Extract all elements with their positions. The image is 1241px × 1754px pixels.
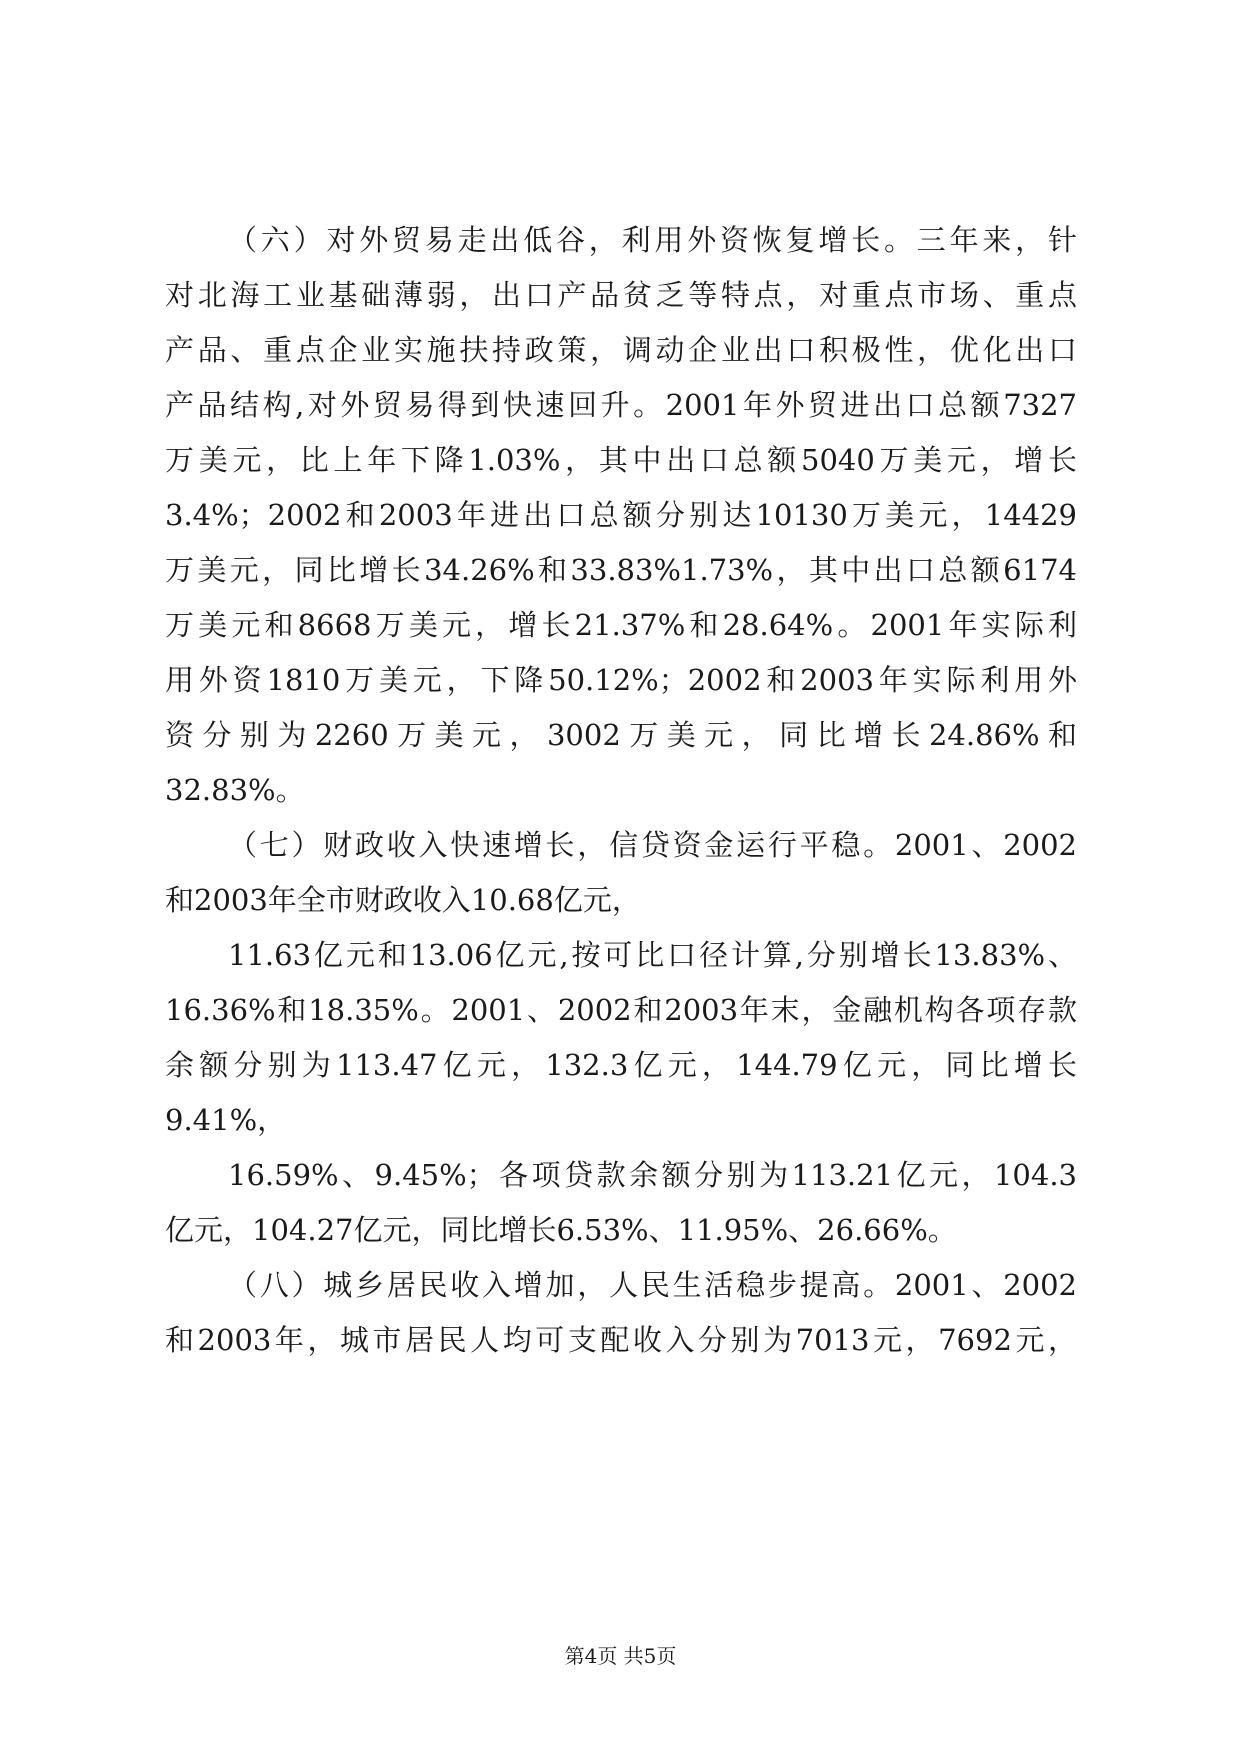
paragraph-line: 对北海工业基础薄弱，出口产品贫乏等特点，对重点市场、重点 [165,278,1077,312]
paragraph-line: （六）对外贸易走出低谷，利用外资恢复增长。三年来，针 [228,223,1077,257]
paragraph-line: 万美元，同比增长34.26%和33.83%1.73%，其中出口总额6174 [165,553,1077,587]
page-number-footer: 第4页 共5页 [564,1644,677,1668]
paragraph-line: 产品结构,对外贸易得到快速回升。2001年外贸进出口总额7327 [165,388,1077,422]
paragraph-line: 11.63亿元和13.06亿元,按可比口径计算,分别增长13.83%、 [228,938,1077,972]
paragraph-line: 万美元，比上年下降1.03%，其中出口总额5040万美元，增长 [165,443,1077,477]
paragraph-line: （八）城乡居民收入增加，人民生活稳步提高。2001、2002 [228,1268,1077,1302]
paragraph-line: 16.59%、9.45%；各项贷款余额分别为113.21亿元，104.3 [228,1158,1077,1192]
paragraph-line: （七）财政收入快速增长，信贷资金运行平稳。2001、2002 [228,828,1077,862]
paragraph-line: 万美元和8668万美元，增长21.37%和28.64%。2001年实际利 [165,608,1077,642]
paragraph-line: 资分别为2260万美元，3002万美元，同比增长24.86%和 [165,718,1077,752]
paragraph-line: 和2003年全市财政收入10.68亿元， [165,883,641,917]
paragraph-line: 16.36%和18.35%。2001、2002和2003年末，金融机构各项存款 [165,993,1077,1027]
paragraph-line: 余额分别为113.47亿元，132.3亿元，144.79亿元，同比增长 [165,1048,1077,1082]
paragraph-line: 和2003年，城市居民人均可支配收入分别为7013元，7692元， [165,1323,1077,1357]
paragraph-line: 亿元，104.27亿元，同比增长6.53%、11.95%、26.66%。 [165,1213,957,1247]
paragraph-line: 32.83%。 [165,773,305,807]
paragraph-line: 产品、重点企业实施扶持政策，调动企业出口积极性，优化出口 [165,333,1077,367]
paragraph-line: 9.41%， [165,1103,287,1137]
paragraph-line: 用外资1810万美元，下降50.12%；2002和2003年实际利用外 [165,663,1077,697]
paragraph-line: 3.4%；2002和2003年进出口总额分别达10130万美元，14429 [165,498,1077,532]
